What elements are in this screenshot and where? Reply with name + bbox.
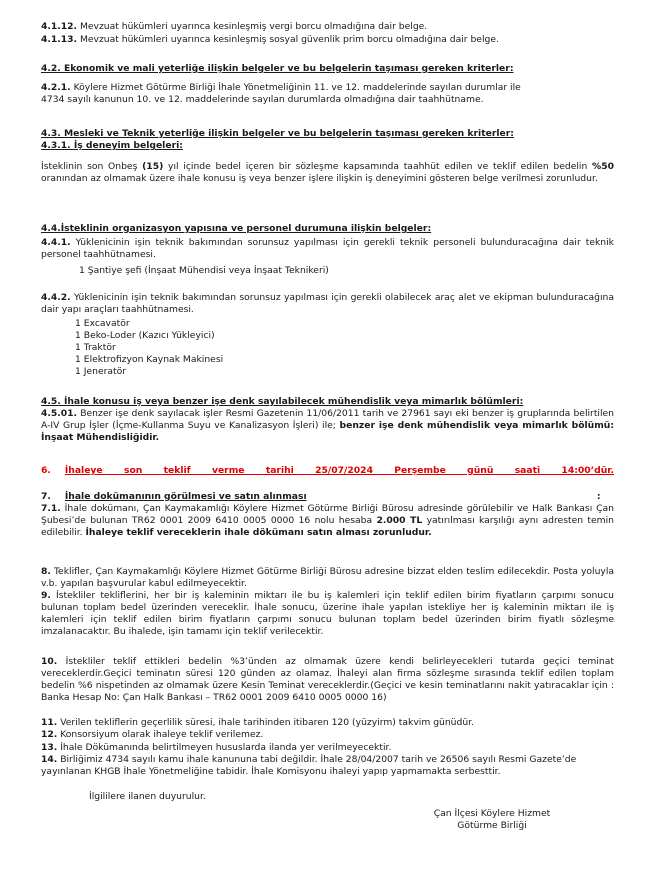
signature-line-2: Götürme Birliği [457, 820, 527, 831]
equipment-item: 1 Elektrofizyon Kaynak Makinesi [75, 354, 224, 365]
item-8: 8. Teklifler, Çan Kaymakamlığı Köylere Hizmet Götürme Birliği Bürosu adresine bizzat elden teslim edilecekdir. Posta yoluyla v.b. yapılan başvurular kabul edilmeyecektir. [41, 566, 615, 589]
item-12: 12. Konsorsiyum olarak ihaleye teklif verilemez. [41, 729, 264, 740]
heading-7: 7. İhale dokümanının görülmesi ve satın alınması : [41, 491, 601, 502]
item-11: 11. Verilen tekliflerin geçerlilik süresi, ihale tarihinden itibaren 120 (yüzyirm) takvim günüdür. [41, 717, 474, 728]
signature-line-1: Çan İlçesi Köylere Hizmet [433, 808, 551, 819]
item-4-4-1: 4.4.1. Yüklenicinin işin teknik bakımından sorunsuz yapılması için gerekli teknik personeli bulunduracağına dair teknik personel taahhütnamesi. [41, 237, 614, 260]
heading-4-4: 4.4.İsteklinin organizasyon yapısına ve personel durumuna ilişkin belgeler: [41, 223, 432, 234]
signature-block [417, 808, 567, 832]
equipment-item: 1 Traktör [75, 342, 116, 353]
equipment-list [41, 318, 648, 378]
equipment-item: 1 Excavatör [75, 318, 130, 329]
item-4-2-1: 4.2.1. Köylere Hizmet Götürme Birliği İhale Yönetmeliğinin 11. ve 12. maddelerinde sayılan durumlar ile 4734 sayılı kanunun 10. ve 12. maddelerinde sayılan durumlarda olmadığına dair taahhütname. [41, 82, 521, 105]
item-4-5-01: 4.5.01. Benzer işe denk sayılacak işler Resmi Gazetenin 11/06/2011 tarih ve 27961 sayı eki benzer iş gruplarında belirtilen A-IV Grup İşler (İçme-Kullanma Suyu ve Kanalizasyon İşleri) ile; benzer işe denk mühendislik veya mimarlık bölümü: İnşaat Mühendisliğidir. [41, 408, 615, 443]
item-14: 14. Birliğimiz 4734 sayılı kamu ihale kanununa tabi değildir. İhale 28/04/2007 tarih ve 26506 sayılı Resmi Gazete’de yayınlanan KHGB İhale Yönetmeliğine tabidir. İhale Komisyonu ihaleyi yapıp yapmamakta serbesttir. [41, 754, 577, 777]
item-4-1-13: 4.1.13. Mevzuat hükümleri uyarınca kesinleşmiş sosyal güvenlik prim borcu olmadığına dair belge. [41, 34, 499, 45]
heading-4-3-1: 4.3.1. İş deneyim belgeleri: [41, 140, 183, 151]
equipment-item: 1 Beko-Loder (Kazıcı Yükleyici) [75, 330, 215, 341]
heading-4-5: 4.5. İhale konusu iş veya benzer işe denk sayılabilecek mühendislik veya mimarlık bölümleri: [41, 396, 524, 407]
deadline-line: 6. İhaleye son teklif verme tarihi 25/07/2024 Perşembe günü saati 14:00’dür. [41, 465, 614, 476]
item-13: 13. İhale Dökümanında belirtilmeyen hususlarda ilanda yer verilmeyecektir. [41, 742, 392, 753]
item-4-3-1-text: İsteklinin son Onbeş (15) yıl içinde bedel içeren bir sözleşme kapsamında taahhüt edilen ve teklif edilen bedelin %50 oranından az olmamak üzere ihale konusu iş veya benzer işlere ilişkin iş deneyimini gösteren belge verilmesi zorunludur. [41, 161, 615, 184]
heading-4-3: 4.3. Mesleki ve Teknik yeterliğe ilişkin belgeler ve bu belgelerin taşıması gereken kriterler: [41, 128, 514, 139]
closing-line: İlgililere ilanen duyurulur. [89, 791, 206, 802]
item-4-1-12: 4.1.12. Mevzuat hükümleri uyarınca kesinleşmiş vergi borcu olmadığına dair belge. [41, 21, 428, 32]
item-4-4-2: 4.4.2. Yüklenicinin işin teknik bakımından sorunsuz yapılması için gerekli olabilecek araç alet ve ekipman bulunduracağına dair yapı araçları taahhütnamesi. [41, 292, 614, 315]
personnel-item: 1 Şantiye şefi (İnşaat Mühendisi veya İnşaat Teknikeri) [79, 265, 329, 276]
heading-4-2: 4.2. Ekonomik ve mali yeterliğe ilişkin belgeler ve bu belgelerin taşıması gereken kriterler: [41, 63, 514, 74]
equipment-item: 1 Jeneratör [75, 366, 127, 377]
item-9: 9. İstekliler tekliflerini, her bir iş kaleminin miktarı ile bu iş kalemleri için teklif edilen birim fiyatların çarpımı sonucu bulunan toplam bedel üzerinden vereceklir. İhale sonucu, üzerine ihale yapılan istekliye her iş kaleminin miktarı ile iş kalemleri için teklif edilen birim fiyatların çarpımı sonucu bulunan toplam bedel üzerinden birim fiyatlı sözleşme imzalanacaktır. Bu ihalede, işin tamamı için teklif verilecektir. [41, 590, 614, 637]
item-7-1: 7.1. İhale dokümanı, Çan Kaymakamlığı Köylere Hizmet Götürme Birliği Bürosu adresinde görülebilir ve Halk Bankası Çan Şubesi’de bulunan TR62 0001 2009 6410 0005 0000 16 nolu hesaba 2.000 TL yatırılması karşılığı aynı adresten temin edilebilir. İhaleye teklif vereceklerin ihale dökümanı satın alması zorunludur. [41, 503, 615, 538]
item-10: 10. İstekliler teklif ettikleri bedelin %3’ünden az olmamak üzere kendi belirleyecekleri tutarda geçici teminat vereceklerdir.Geçici teminatın süresi 120 günden az olamaz. İhaleyi alan firma sözleşme sırasında teklif edilen toplam bedelin %6 nispetinden az olmamak üzere Kesin Teminat vereceklerdir.(Geçici ve kesin teminatlarını nakit yatıracaklar için : Banka Hesap No: Çan Halk Bankası – TR62 0001 2009 6410 0005 0000 16) [41, 656, 614, 703]
